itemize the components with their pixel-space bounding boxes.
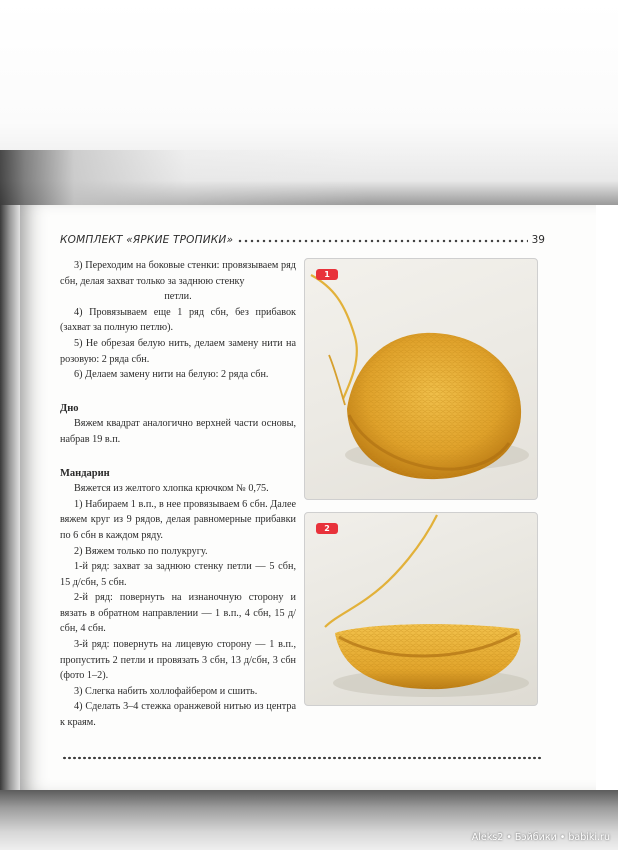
crochet-dome-illustration <box>305 259 537 499</box>
watermark: Aleks2 • Бэйбики • babiki.ru <box>471 832 610 843</box>
footer-decorative-rule <box>62 756 542 760</box>
paragraph: 3) Слегка набить холлофайбером и сшить. <box>74 685 258 697</box>
paragraph: 1) Набираем 1 в.п., в нее провязываем 6 сбн. Далее вяжем круг из 9 рядов, делая равномерные прибавки по 6 сбн в каждом ряду. <box>60 498 296 541</box>
paragraph: Вяжем квадрат аналогично верхней части основы, набрав 19 в.п. <box>60 418 296 445</box>
paragraph: 2) Вяжем только по полукругу. <box>74 545 208 557</box>
photo-number-badge: 2 <box>316 523 338 534</box>
page-number: 39 <box>531 234 545 246</box>
header-dotted-rule <box>237 239 527 243</box>
paragraph: 4) Провязываем еще 1 ряд сбн, без прибавок (захват за полную петлю). <box>60 306 296 334</box>
paragraph: 6) Делаем замену нити на белую: 2 ряда сбн. <box>74 369 269 381</box>
paragraph: петли. <box>164 291 192 303</box>
section-heading-bottom: Дно <box>60 402 79 414</box>
paragraph: 1-й ряд: захват за заднюю стенку петли — 5 сбн, 15 д/сбн, 5 сбн. <box>60 561 296 588</box>
page-binding-shadow <box>0 205 20 790</box>
section-heading-mandarin: Мандарин <box>60 467 110 479</box>
header-title: КОМПЛЕКТ «ЯРКИЕ ТРОПИКИ» <box>60 234 234 246</box>
running-header <box>60 232 545 248</box>
paragraph: 5) Не обрезая белую нить, делаем замену нити на розовую: 2 ряда сбн. <box>60 337 296 365</box>
paragraph: 2-й ряд: повернуть на изнаночную сторону и вязать в обратном направлении — 1 в.п., 4 сбн, 15 д/сбн, 4 сбн. <box>60 592 296 635</box>
paragraph: Вяжется из желтого хлопка крючком № 0,75. <box>74 483 269 495</box>
scan-shadow <box>0 150 618 205</box>
crochet-half-circle-illustration <box>305 513 537 705</box>
paragraph: 4) Сделать 3–4 стежка оранжевой нитью из центра к краям. <box>60 701 296 729</box>
text-column <box>60 258 296 731</box>
photo-2 <box>304 512 538 706</box>
paragraph: 3) Переходим на боковые стенки: провязываем ряд сбн, делая захват только за заднюю стенку <box>60 260 296 287</box>
photo-number-badge: 1 <box>316 269 338 280</box>
photo-1 <box>304 258 538 500</box>
paragraph: 3-й ряд: повернуть на лицевую сторону — 1 в.п., пропустить 2 петли и провязать 3 сбн, 13 д/сбн, 3 сбн (фото 1–2). <box>60 639 296 682</box>
